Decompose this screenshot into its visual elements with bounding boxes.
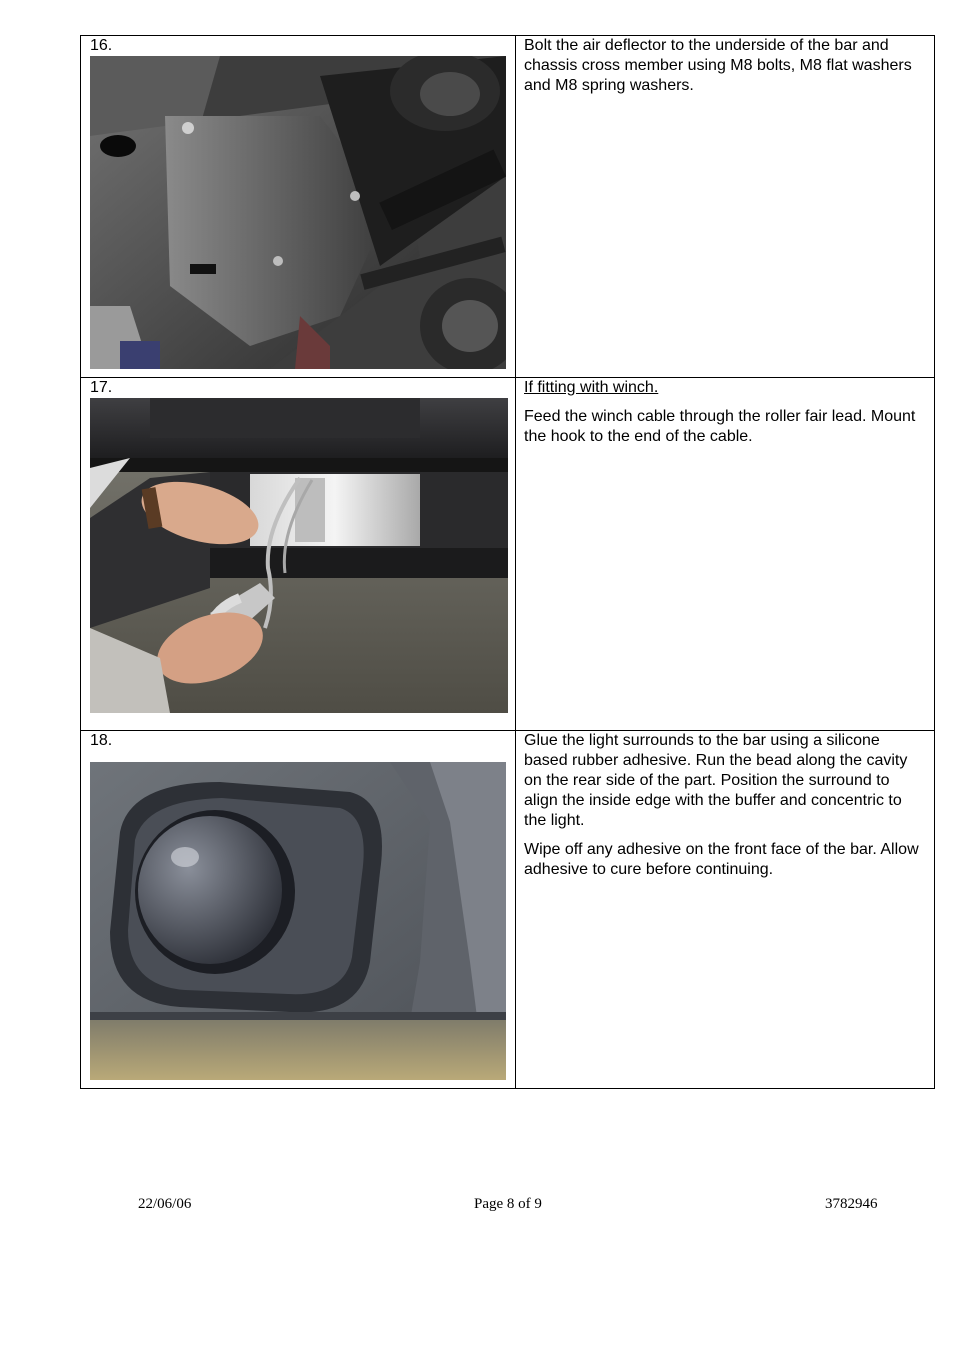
step-text-cell [516,731,935,1089]
step-text-cell [516,36,935,378]
step-number: 16. [90,37,113,54]
fog-light-surround-photo [90,762,506,1080]
step-paragraph: Glue the light surrounds to the bar using a silicone based rubber adhesive. Run the bead along the cavity on the rear side of the part. Position the surround to align the inside edge with the buffer and concentric to the light. [524,732,908,829]
step-text-cell [516,378,935,731]
step-paragraph: Feed the winch cable through the roller fair lead. Mount the hook to the end of the cable. [524,408,916,445]
step-number: 18. [90,732,113,749]
step-image-cell [81,378,516,731]
step-row-16 [81,36,935,378]
footer-date: 22/06/06 [138,1196,192,1212]
step-image-cell [81,731,516,1089]
step-row-18 [81,731,935,1089]
footer-page-number: Page 8 of 9 [474,1196,542,1212]
step-description [516,378,934,447]
step-paragraph: Bolt the air deflector to the underside of the bar and chassis cross member using M8 bolts, M8 flat washers and M8 spring washers. [524,37,912,94]
step-heading: If fitting with winch. [524,379,659,396]
winch-cable-hook-photo [90,398,508,713]
instruction-steps-table [80,35,935,1089]
air-deflector-illustration [90,56,506,369]
step-image-cell [81,36,516,378]
step-row-17 [81,378,935,731]
step-description [516,731,934,880]
step-description [516,36,934,96]
step-number: 17. [90,379,113,396]
step-paragraph: Wipe off any adhesive on the front face of the bar. Allow adhesive to cure before continuing. [524,841,919,878]
fog-light-illustration [90,762,506,1080]
winch-illustration [90,398,508,713]
footer-document-number: 3782946 [825,1196,878,1212]
underbody-air-deflector-photo [90,56,506,369]
